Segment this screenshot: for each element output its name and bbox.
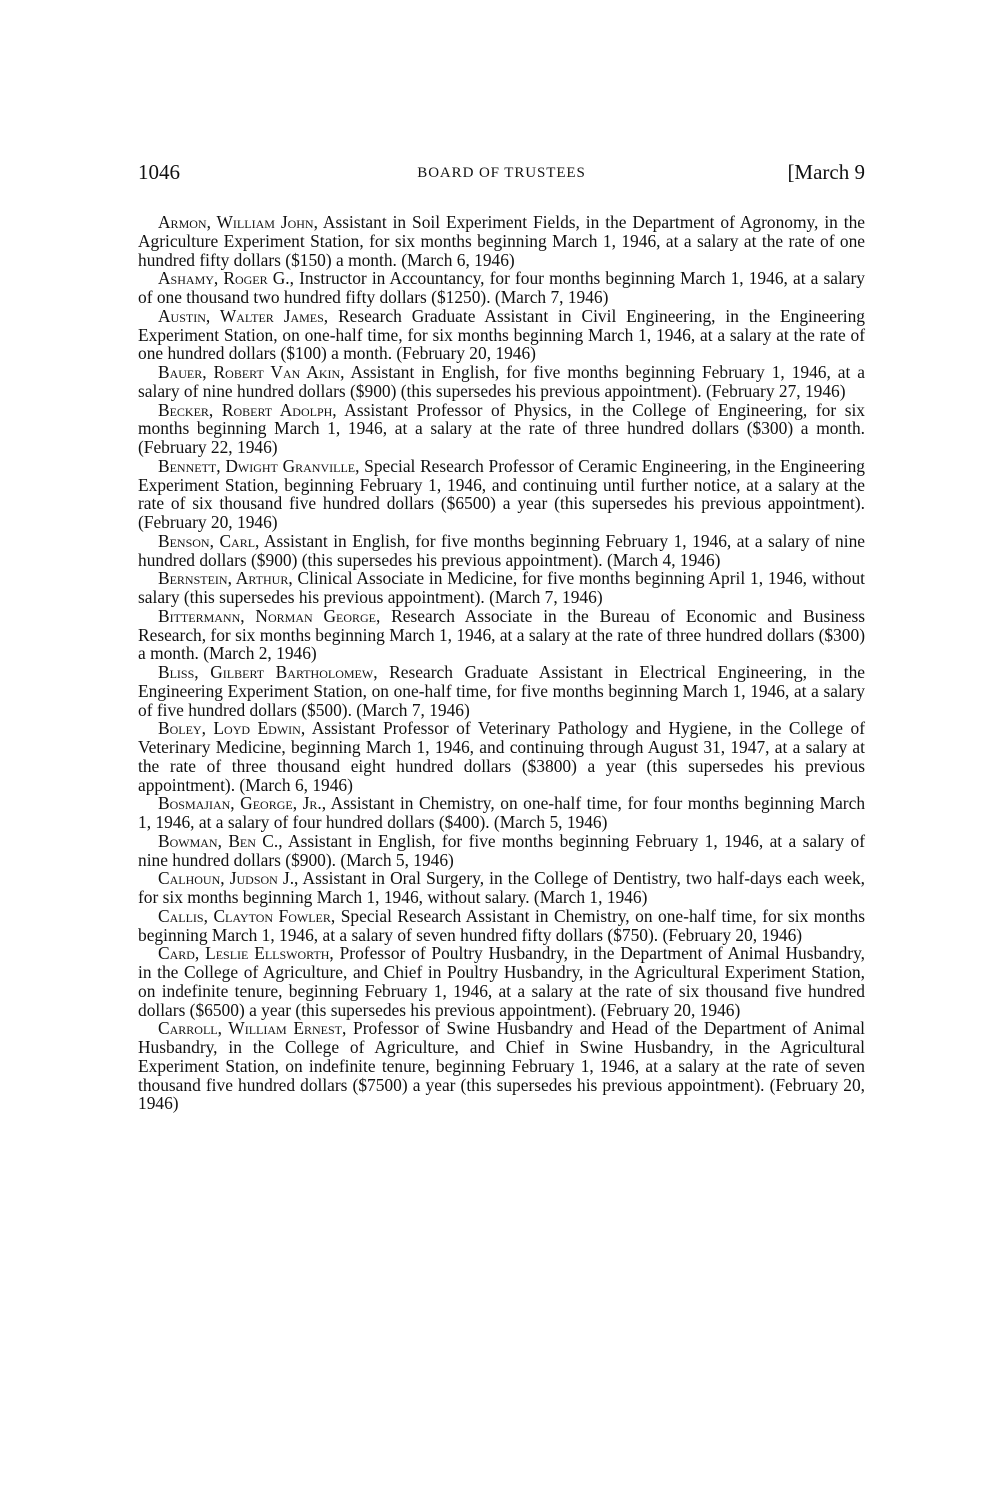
appointment-details: Assistant in Chemistry, on one-half time, for four months beginning March 1, 1946, at a salary of four hundred dollars ($400). (March 5, 1946) [138,793,866,832]
appointment-details: Research Graduate Assistant in Electrical Engineering, in the Engineering Experiment Station, on one-half time, for five months beginning March 1, 1946, at a salary of five hundred dollars ($500). (March 7, 1946) [138,662,865,720]
appointment-entry [138,663,865,719]
appointment-details: Assistant in English, for five months beginning February 1, 1946, at a salary of nine hundred dollars ($900) (this supersedes his previous appointment). (February 27, 1946) [138,362,865,401]
appointee-name: Callis, Clayton Fowler, [158,905,336,926]
appointment-details: Special Research Professor of Ceramic Engineering, in the Engineering Experiment Station, beginning February 1, 1946, and continuing until further notice, at a salary at the rate of six thousand five hundred dollars ($6500) a year (this supersedes his previous appointment). (February 20, 1946) [138,455,865,532]
appointee-name: Becker, Robert Adolph, [158,399,337,420]
appointee-name: Bittermann, Norman George, [158,605,381,626]
appointment-entry [138,269,865,307]
appointee-name: Ashamy, Roger G., [158,268,294,289]
appointee-name: Austin, Walter James, [158,305,329,326]
appointment-entry [138,213,865,269]
appointment-entry [138,532,865,570]
appointment-details: Assistant Professor of Physics, in the College of Engineering, for six months beginning March 1, 1946, at a salary at the rate of three hundred dollars ($300) a month. (February 22, 1946) [138,399,866,457]
appointment-entry [138,457,865,532]
appointee-name: Boley, Loyd Edwin, [158,718,306,739]
appointee-name: Carroll, William Ernest, [158,1018,347,1039]
appointment-details: Assistant in English, for five months beginning February 1, 1946, at a salary of nine hundred dollars ($900). (March 5, 1946) [138,830,865,870]
appointment-entry [138,832,865,870]
appointment-entry [138,719,865,794]
appointment-entry [138,401,865,457]
appointment-details: Assistant in Oral Surgery, in the College of Dentistry, two half-days each week, for six months beginning March 1, 1946, without salary. (March 1, 1946) [138,868,865,907]
appointee-name: Bowman, Ben C., [158,830,283,851]
appointee-name: Bliss, Gilbert Bartholomew, [158,662,378,682]
page-header [138,160,865,200]
appointee-name: Card, Leslie Ellsworth, [158,943,334,964]
appointment-details: Clinical Associate in Medicine, for five months beginning April 1, 1946, without salary (this supersedes his previous appointment). (March 7, 1946) [138,568,865,607]
appointment-details: Research Associate in the Bureau of Economic and Business Research, for six months beginning March 1, 1946, at a salary at the rate of three hundred dollars ($300) a month. (March 2, 1946) [138,605,865,664]
appointee-name: Bauer, Robert Van Akin, [158,362,345,382]
appointment-entry [138,794,865,832]
appointment-details: Research Graduate Assistant in Civil Engineering, in the Engineering Experiment Station, on one-half time, for six months beginning March 1, 1946, at a salary at the rate of one hundred dollars ($100) a month. (February 20, 1946) [138,305,865,364]
appointment-details: Assistant in Soil Experiment Fields, in the Department of Agronomy, in the Agriculture Experiment Station, for six months beginning March 1, 1946, at a salary at the rate of one hundred fifty dollars ($150) a month. (March 6, 1946) [138,212,866,270]
appointment-details: Instructor in Accountancy, for four months beginning March 1, 1946, at a salary of one thousand two hundred fifty dollars ($1250). (March 7, 1946) [138,268,865,307]
appointment-details: Professor of Swine Husbandry and Head of the Department of Animal Husbandry, in the College of Agriculture, and Chief in Swine Husbandry, in the Agricultural Experiment Station, on indefinite tenure, beginning February 1, 1946, at a salary at the rate of seven thousand five hundred dollars ($7500) a year (this supersedes his previous appointment). (February 20, 1946) [138,1018,865,1114]
appointment-entry [138,607,865,663]
appointment-details: Special Research Assistant in Chemistry, on one-half time, for six months beginning March 1, 1946, at a salary of seven hundred fifty dollars ($750). (February 20, 1946) [138,905,866,945]
appointment-details: Assistant Professor of Veterinary Pathology and Hygiene, in the College of Veterinary Medicine, beginning March 1, 1946, and continuing through August 31, 1947, at a salary at the rate of three thousand eight hundred dollars ($3800) a year (this supersedes his previous appointment). (March 6, 1946) [138,718,865,795]
appointee-name: Bennett, Dwight Granville, [158,455,360,476]
running-title: BOARD OF TRUSTEES [417,165,586,181]
appointment-entry [138,944,865,1019]
appointee-name: Bosmajian, George, Jr., [158,793,327,814]
appointment-entry [138,869,865,907]
appointment-details: Professor of Poultry Husbandry, in the Department of Animal Husbandry, in the College of Agriculture, and Chief in Poultry Husbandry, in the Agricultural Experiment Station, on indefinite tenure, beginning February 1, 1946, at a salary at the rate of six thousand five hundred dollars ($6500) a year (this supersedes his previous appointment). (February 20, 1946) [138,943,866,1020]
appointee-name: Benson, Carl, [158,530,260,551]
appointee-name: Bernstein, Arthur, [158,568,293,589]
appointment-entry [138,569,865,607]
page-number: 1046 [138,160,180,184]
appointee-name: Armon, William John, [158,212,318,232]
appointment-entry [138,363,865,401]
document-page [138,160,865,1113]
appointment-entry [138,1019,865,1113]
appointee-name: Calhoun, Judson J., [158,868,299,889]
appointment-details: Assistant in English, for five months beginning February 1, 1946, at a salary of nine hundred dollars ($900) (this supersedes his previous appointment). (March 4, 1946) [138,530,865,570]
header-date: [March 9 [787,160,865,184]
appointment-entry [138,307,865,363]
appointment-entry [138,907,865,945]
appointment-list [138,213,865,1113]
